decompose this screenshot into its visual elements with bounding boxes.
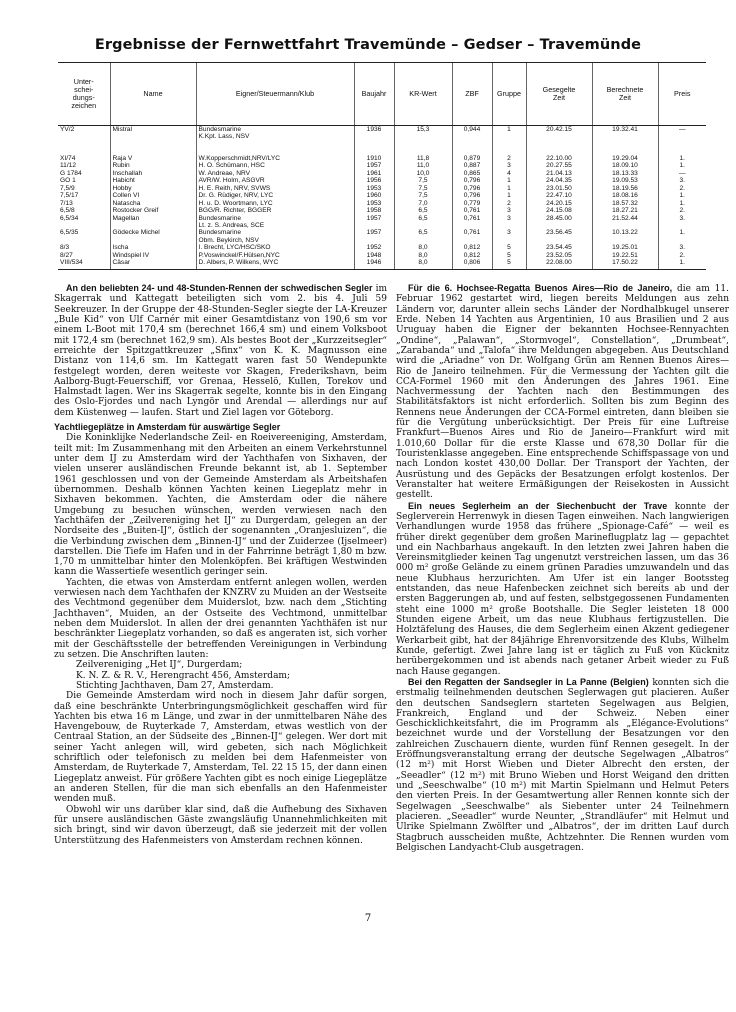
table-cell-zbf: 0,879 <box>452 155 492 162</box>
table-cell-eigner: D. Albers, P. Wilkens, WYC <box>196 259 354 269</box>
table-cell-gr: 1 <box>492 126 526 134</box>
article-amsterdam-p4: Obwohl wir uns darüber klar sind, daß die Aufhebung des Sixhaven für unsere ausländischen Gäste zwangsläufig Unannehmlichkeiten mit sich bringt, sind wir davon überzeugt, daß sie jederzeit mit der vollen Unterstützung des Hafenmeisters von Amsterdam rechnen können. <box>54 804 387 846</box>
table-cell-gr: 1 <box>492 192 526 199</box>
table-cell-eigner: H. O. Schümann, HSC <box>196 162 354 169</box>
table-cell-kr <box>394 222 452 229</box>
table-cell-gr: 3 <box>492 215 526 222</box>
table-cell-ges <box>526 222 592 229</box>
table-cell-preis: — <box>658 170 706 177</box>
table-cell-eigner: P.Voswinckel/F.Hülsen,NYC <box>196 252 354 259</box>
table-row <box>58 200 706 207</box>
table-cell-preis: 1. <box>658 192 706 199</box>
table-cell-name <box>110 133 196 140</box>
table-cell-zbf: 0,796 <box>452 177 492 184</box>
article-amsterdam-p1: Die Koninklijke Nederlandsche Zeil- en Roeivereeniging, Amsterdam, teilt mit: Im Zusammenhang mit den Arbeiten an einem Verkehrstunnel unter dem IJ zu Amsterdam wird der Yachthafen von Sixhaven, der vielen unserer ausländischen Freunde bekannt ist, ab 1. September 1961 geschlossen und von der Gemeinde Amsterdam als Arbeitshafen übernommen. Deshalb können Yachten keinen Liegeplatz mehr in Sixhaven bekommen. Yachten, die Amsterdam oder die nähere Umgebung zu besuchen wünschen, werden verwiesen nach den Yachthäfen der „Zeilvereniging het IJ“ zu Durgerdam, gelegen an der Nordseite des „Buiten-IJ“, östlich der sogenannten „Oranjesluizen“, die die Verbindung zwischen dem „Binnen-IJ“ und der Zuiderzee (Ijselmeer) darstellen. Die Tiefe im Hafen und in der Fahrrinne beträgt 1,80 m bzw. 1,70 m unmittelbar hinter den Molenköpfen. Bei kräftigen Westwinden kann die Wassertiefe wesentlich geringer sein. <box>54 433 387 578</box>
table-cell-z: VIII/534 <box>58 259 110 269</box>
table-cell-ber: 19.22.51 <box>592 252 658 259</box>
table-cell-preis: 3. <box>658 215 706 222</box>
article-amsterdam-heading-line <box>54 422 387 433</box>
table-cell-eigner: K.Kpt. Lass, NSV <box>196 133 354 140</box>
table-cell-name: Ischa <box>110 244 196 251</box>
table-cell-zbf: 0,761 <box>452 215 492 222</box>
page-number: 7 <box>364 913 372 924</box>
table-cell-eigner: I. Brecht, LYC/HSC/SKO <box>196 244 354 251</box>
table-cell-preis: 2. <box>658 185 706 192</box>
table-cell-name: Windspiel IV <box>110 252 196 259</box>
address-line-3: Stichting Jachthaven, Dam 27, Amsterdam. <box>76 680 274 691</box>
table-cell-preis <box>658 237 706 244</box>
article-skagerrak <box>54 283 387 418</box>
left-column <box>54 283 387 846</box>
table-cell-eigner: Dr. G. Rüdiger, NRV, LYC <box>196 192 354 199</box>
table-cell-gr <box>492 237 526 244</box>
table-cell-bj: 1936 <box>354 126 394 134</box>
table-cell-kr: 11,0 <box>394 162 452 169</box>
table-cell-preis <box>658 222 706 229</box>
table-cell-z: 7,5/9 <box>60 184 75 192</box>
table-cell-ges: 24.15.08 <box>526 207 592 214</box>
article-seglerheim-body: konnte der Seglerverein Herrenwyk in diesen Tagen einweihen. Nach langwierigen Verhandlungen wurde 1958 das frühere „Spionage-Café“ — weil es früher direkt gegenüber dem großen Marineflugplatz lag — gepachtet und ein Nachbarhaus angekauft. In den letzten zwei Jahren haben die Vereinsmitglieder keinen Tag ungenutzt verstreichen lassen, um das 36 000 m² große Gelände zu einem grünen Paradies umzuwandeln und das neue Klubhaus herzurichten. Am Ufer ist ein langer Bootssteg entstanden, das neue Hafenbecken zeichnet sich bereits ab und der ersten Baggerungen ab, und auf festen, selbstgegossenen Fundamenten steht eine 1000 m² große Bootshalle. Die Segler leisteten 18 000 Stunden eigene Arbeit, um das neue Klubhaus fertigzustellen. Die Holztäfelung des Hauses, die dem Seglerheim einen Akzent gediegener Werkarbeit gibt, hat der 84jährige Ehrenvorsitzende des Klubs, Wilhelm Kunde, gefertigt. Zwei Jahre lang ist er täglich zu Fuß von Kücknitz herübergekommen und ist abends nach getaner Arbeit wieder zu Fuß nach Hause gegangen. <box>396 501 729 677</box>
table-cell-kr <box>394 237 452 244</box>
table-row <box>58 252 706 259</box>
table-cell-ges: 21.04.13 <box>526 170 592 177</box>
table-row <box>58 192 706 199</box>
table-cell-kr: 10,0 <box>394 170 452 177</box>
table-row <box>58 237 706 244</box>
table-cell-name: Habicht <box>110 177 196 184</box>
table-cell-zbf: 0,812 <box>452 244 492 251</box>
table-row <box>58 170 706 177</box>
table-cell-kr: 11,8 <box>394 155 452 162</box>
table-cell-z: G 1784 <box>60 169 82 177</box>
table-cell-z: YV/2 <box>60 126 75 133</box>
table-cell-kr <box>394 133 452 140</box>
table-row <box>58 177 706 184</box>
table-cell-zbf: 0,796 <box>452 185 492 192</box>
table-cell-zbf <box>452 222 492 229</box>
table-cell-kr: 6,5 <box>394 229 452 236</box>
table-cell-bj <box>354 237 394 244</box>
table-cell-bj: 1953 <box>354 185 394 192</box>
table-cell-ges: 22.47.10 <box>526 192 592 199</box>
table-cell-ges <box>526 133 592 140</box>
page-title: Ergebnisse der Fernwettfahrt Travemünde – Gedser – Travemünde <box>94 37 642 53</box>
results-table <box>58 62 706 270</box>
table-cell-name: Magellan <box>110 215 196 222</box>
table-cell-preis: 1. <box>658 259 706 269</box>
header-zbf: ZBF <box>452 63 492 126</box>
table-cell-kr: 8,0 <box>394 259 452 269</box>
article-la-panne-body: konnten sich die erstmalig teilnehmenden deutschen Seglerwagen gut placieren. Außer den deutschen Sandseglern starteten Segelwagen aus Belgien, Frankreich, England und der Schweiz. Neben einer Geschicklichkeitsfahrt, die im Programm als „Elégance-Evolutions“ bezeichnet wurde und der Vorstellung der Besatzungen vor den zahlreichen Zuschauern diente, wurden fünf Rennen gesegelt. In der Eröffnungsveranstaltung errang der deutsche Segelwagen „Albatros“ (12 m²) mit Horst Wieben und Dieter Albrecht den ersten, der „Seeadler“ (12 m²) mit Bruno Wieben und Horst Weigand den dritten und „Seeschwalbe“ (10 m²) mit Martin Spielmann und Helmut Peters den vierten Preis. In der Gesamtwertung aller Rennen konnte sich der Segelwagen „Seeschwalbe“ als Siebenter unter 24 Teilnehmern placieren. „Seeadler“ wurde Neunter, „Strandläufer“ mit Helmut und Ulrike Spielmann Zwölfter und „Albatros“, der im dritten Lauf durch Stagbruch ausscheiden mußte, Achtzehnter. Die Rennen wurden vom Belgischen Landyacht-Club ausgetragen. <box>396 677 729 853</box>
table-cell-zbf <box>452 133 492 140</box>
article-buenos-aires <box>396 283 729 501</box>
header-baujahr: Baujahr <box>354 63 394 126</box>
table-cell-gr: 5 <box>492 244 526 251</box>
table-cell-preis: 1. <box>658 155 706 162</box>
table-cell-name: Rubin <box>110 162 196 169</box>
table-cell-ges: 23.01.50 <box>526 185 592 192</box>
table-cell-ges: 23.56.45 <box>526 229 592 236</box>
table-cell-ges: 24.20.15 <box>526 200 592 207</box>
table-cell-eigner: W.Kopperschmidt,NRV/LYC <box>196 155 354 162</box>
right-column <box>396 283 729 853</box>
table-cell-gr: 5 <box>492 259 526 269</box>
table-header-row <box>58 63 706 126</box>
article-seglerheim-heading: Ein neues Seglerheim an der Siechenbucht der Trave <box>408 500 668 511</box>
table-cell-gr <box>492 222 526 229</box>
table-cell-ber: 19.32.41 <box>592 126 658 134</box>
table-cell-ges: 22.10.00 <box>526 155 592 162</box>
table-cell-ges: 23.52.05 <box>526 252 592 259</box>
table-cell-z: 6,5/35 <box>60 229 79 237</box>
table-cell-ges <box>526 237 592 244</box>
table-cell-name: Collen VI <box>110 192 196 199</box>
table-cell-zbf: 0,796 <box>452 192 492 199</box>
table-cell-preis: 1. <box>658 200 706 207</box>
table-cell-eigner: W. Andreae, NRV <box>196 170 354 177</box>
table-cell-kr: 8,0 <box>394 252 452 259</box>
article-seglerheim <box>396 501 729 677</box>
table-cell-gr: 3 <box>492 229 526 236</box>
table-cell-kr: 7,5 <box>394 177 452 184</box>
table-cell-eigner: Bundesmarine <box>196 229 354 236</box>
table-cell-kr: 15,3 <box>394 126 452 134</box>
table-cell-z: GO 1 <box>60 177 76 185</box>
table-cell-z <box>58 237 110 244</box>
header-berechnete-zeit <box>592 63 658 126</box>
table-cell-zbf: 0,887 <box>452 162 492 169</box>
table-cell-zbf: 0,761 <box>452 229 492 236</box>
table-cell-preis <box>658 133 706 140</box>
article-buenos-aires-body: die am 11. Februar 1962 gestartet wird, liegen bereits Meldungen aus zehn Ländern vor, darunter allein sechs Länder der Nordhalbkugel unserer Erde. Neben 14 Yachten aus Argentinien, 10 aus Brasilien und 2 aus Uruguay haben die Eigner der bekannten Hochsee-Rennyachten „Ondine“, „Palawan“, „Stormvogel“, Constellation“, „Drumbeat“, „Zarabanda“ und „Talofa“ ihre Meldungen abgegeben. Aus Deutschland wird die „Ariadne“ von Dr. Wolfgang Grün am Rennen Buenos Aires—Rio de Janeiro teilnehmen. Für die Vermessung der Yachten gilt die CCA-Formel 1960 mit den Änderungen des Jahres 1961. Eine Nachvermessung der Yachten nach den Bestimmungen des Stabilitätsfaktors ist nicht erforderlich. Sollten bis zum Beginn des Rennens neue Änderungen der CCA-Formel eintreten, dann bleiben sie für die Vergütung unberücksichtigt. Der Preis für eine Luftreise Frankfurt—Buenos Aires und Rio de Janeiro—Frankfurt wird mit 1.010,60 Dollar für die erste Klasse und 678,30 Dollar für die Touristenklasse angegeben. Eine entsprechende Schiffspassage von und nach London kostet 430,00 Dollar. Der Transport der Yachten, der Ausrüstung und des Gepäcks der Besatzungen erfolgt kostenlos. Der Veranstalter hat weitere Ermäßigungen der Reisekosten in Aussicht gestellt. <box>396 284 729 501</box>
table-cell-ber: 18.09.10 <box>592 162 658 169</box>
table-cell-name: Inschallah <box>110 170 196 177</box>
table-cell-ber: 18.19.56 <box>592 185 658 192</box>
header-gesegelte-zeit-text: Gesegelte Zeit <box>542 84 576 102</box>
table-cell-zbf: 0,944 <box>452 126 492 134</box>
table-cell-bj: 1953 <box>354 200 394 207</box>
table-cell-preis: 2. <box>658 252 706 259</box>
table-row <box>58 133 706 140</box>
table-cell-gr: 2 <box>492 155 526 162</box>
table-cell-ber <box>592 222 658 229</box>
table-cell-zbf: 0,812 <box>452 252 492 259</box>
table-spacer-row <box>58 141 706 155</box>
table-cell-ber: 18.13.33 <box>592 170 658 177</box>
article-amsterdam-p2: Yachten, die etwas von Amsterdam entfernt anlegen wollen, werden verwiesen nach dem Yachthafen der KNZRV zu Muiden an der Westseite des Vechtmond gegenüber dem Muiderslot, bzw. nach dem „Stichting Jachthaven“, Muiden, an der Ostseite des Vechtmond, unmittelbar neben dem Muiderslot. In allen der drei genannten Yachthäfen ist nur beschränkter Liegeplatz vorhanden, so daß es angeraten ist, sich vorher mit der Geschäftsstelle der betreffenden Vereinigungen in Verbindung zu setzen. Die Anschriften lauten: <box>54 577 387 660</box>
table-cell-z: 7/13 <box>60 199 73 207</box>
table-cell-ber: 19.29.04 <box>592 155 658 162</box>
table-cell-bj: 1910 <box>354 155 394 162</box>
table-cell-gr: 2 <box>492 200 526 207</box>
table-cell-kr: 7,5 <box>394 192 452 199</box>
table-cell-z <box>58 222 110 229</box>
table-cell-preis: 1. <box>658 162 706 169</box>
table-cell-ber: 17.50.22 <box>592 259 658 269</box>
table-cell-zbf: 0,865 <box>452 170 492 177</box>
table-cell-ges: 23.54.45 <box>526 244 592 251</box>
table-cell-ber: 18.27.21 <box>592 207 658 214</box>
table-cell-preis: 3. <box>658 177 706 184</box>
table-cell-ges: 20.42.15 <box>526 126 592 134</box>
table-cell-ber: 18.08.16 <box>592 192 658 199</box>
table-cell-name: Gödecke Michel <box>110 229 196 236</box>
table-cell-preis: 1. <box>658 229 706 236</box>
table-cell-bj: 1957 <box>354 229 394 236</box>
table-cell-bj: 1961 <box>354 170 394 177</box>
table-row <box>58 185 706 192</box>
table-cell-z: 8/27 <box>60 251 73 259</box>
article-amsterdam-heading: Yachtliegeplätze in Amsterdam für auswärtige Segler <box>54 422 281 433</box>
header-kr-wert: KR-Wert <box>394 63 452 126</box>
table-cell-ber <box>592 133 658 140</box>
header-name: Name <box>110 63 196 126</box>
table-cell-gr: 3 <box>492 207 526 214</box>
table-cell-bj: 1958 <box>354 207 394 214</box>
table-row <box>58 259 706 269</box>
table-cell-ges: 20.27.55 <box>526 162 592 169</box>
table-cell-name: Hobby <box>110 185 196 192</box>
table-cell-eigner: AVR/W. Holm, ASGVR <box>196 177 354 184</box>
table-cell-bj: 1957 <box>354 162 394 169</box>
table-cell-z: 6,5/34 <box>60 214 79 222</box>
table-cell-eigner: Lt. z. S. Andreas, SCE <box>196 222 354 229</box>
article-amsterdam-p3: Die Gemeinde Amsterdam wird noch in diesem Jahr dafür sorgen, daß eine beschränkte Unterbringungsmöglichkeit geschaffen wird für Yachten bis etwa 16 m Länge, und zwar in der unmittelbaren Nähe des Havengebouw, de Ruyterkade 7, Amsterdam, etwas westlich von der Centraal Station, an der Südseite des „Binnen-IJ“ gelegen. Wer dort mit seiner Yacht anlegen will, wird gebeten, sich nach Möglichkeit schriftlich oder telefonisch zu melden bei dem Hafenmeister von Amsterdam, de Ruyterkade 7, Amsterdam, Tel. 22 15 15, der dann einen Liegeplatz anweist. Für größere Yachten gibt es noch einige Liegeplätze an anderen Stellen, für die man sich ebenfalls an den Hafenmeister wenden muß. <box>54 691 387 805</box>
table-cell-eigner: H. u. D. Woortmann, LYC <box>196 200 354 207</box>
header-unterscheidung <box>58 63 110 126</box>
table-cell-ber <box>592 237 658 244</box>
table-cell-eigner: Bundesmarine <box>196 215 354 222</box>
table-row <box>58 244 706 251</box>
table-cell-name: Mistral <box>110 126 196 134</box>
table-cell-ber: 19.25.01 <box>592 244 658 251</box>
table-cell-zbf: 0,806 <box>452 259 492 269</box>
address-line-1: Zeilvereniging „Het IJ“, Durgerdam; <box>76 660 243 671</box>
table-cell-preis: 2. <box>658 207 706 214</box>
table-cell-z <box>58 133 110 140</box>
table-cell-gr: 4 <box>492 170 526 177</box>
table-cell-zbf <box>452 237 492 244</box>
table-row <box>58 215 706 222</box>
table-cell-bj: 1946 <box>354 259 394 269</box>
table-row <box>58 155 706 162</box>
table-cell-gr <box>492 133 526 140</box>
table-row <box>58 162 706 169</box>
table-cell-ges: 24.04.35 <box>526 177 592 184</box>
table-cell-z: XI/74 <box>60 154 76 162</box>
header-unterscheidung-text: Unter- schei- dungs- zeichen <box>71 76 97 111</box>
article-skagerrak-body: im Skagerrak und Kattegatt beteiligten sich vom 2. bis 4. Juli 59 Seekreuzer. In der Gruppe der 48-Stunden-Segler siegte der LA-Kreuzer „Bule Kid“ von Ulf Carnér mit einer Gesamtdistanz von 190,6 sm vor einem L-Boot mit 170,4 sm (berechnet 166,4 sm) und einem Volksboot mit 172,4 sm (berechnet 162,9 sm). Als bestes Boot der „Kurzzeitsegler“ erreichte der Spitzgattkreuzer „Sfinx“ von K. K. Magnusson eine Distanz von 114,6 sm. Im Kattegatt waren fast 50 Wendepunkte festgelegt worden, deren weiteste vor Skagen, Frederikshavn, beim Aalborg-Bugt-Feuerschiff, vor Grenaa, Hesselö, Kullen, Torekov und Halmstadt lagen. Wer ins Skagerrak segelte, konnte bis in den Eingang des Oslo-Fjordes und nach Lyngör und Arendal — allerdings nur auf dem Küstenweg — laufen. Start und Ziel lagen vor Göteborg. <box>54 284 387 418</box>
table-cell-bj: 1956 <box>354 177 394 184</box>
header-gruppe: Gruppe <box>492 63 526 126</box>
table-cell-preis: — <box>658 126 706 134</box>
table-cell-gr: 1 <box>492 185 526 192</box>
table-cell-gr: 3 <box>492 162 526 169</box>
table-cell-kr: 8,0 <box>394 244 452 251</box>
article-la-panne-heading: Bei den Regatten der Sandsegler in La Panne (Belgien) <box>408 676 649 687</box>
table-cell-zbf: 0,761 <box>452 207 492 214</box>
header-preis: Preis <box>658 63 706 126</box>
table-cell-ges: 28.45.00 <box>526 215 592 222</box>
table-cell-kr: 7,5 <box>394 185 452 192</box>
table-cell-kr: 6,5 <box>394 215 452 222</box>
table-cell-eigner: Bundesmarine <box>196 126 354 134</box>
table-cell-ber: 19.09.53 <box>592 177 658 184</box>
table-row <box>58 222 706 229</box>
table-cell-ber: 10.13.22 <box>592 229 658 236</box>
table-cell-ber: 21.52.44 <box>592 215 658 222</box>
table-cell-name: Rostocker Greif <box>110 207 196 214</box>
address-line-2: K. N. Z. & R. V., Herengracht 456, Amsterdam; <box>76 670 290 681</box>
table-cell-zbf: 0,779 <box>452 200 492 207</box>
article-la-panne <box>396 677 729 853</box>
table-cell-name: Natascha <box>110 200 196 207</box>
table-cell-kr: 7,0 <box>394 200 452 207</box>
table-cell-z: 6,5/8 <box>60 207 75 215</box>
table-cell-eigner: BGG/R. Richter, BGGER <box>196 207 354 214</box>
table-cell-kr: 6,5 <box>394 207 452 214</box>
table-cell-bj: 1960 <box>354 192 394 199</box>
table-cell-gr: 5 <box>492 252 526 259</box>
table-cell-bj: 1952 <box>354 244 394 251</box>
table-cell-ber: 18.57.32 <box>592 200 658 207</box>
table-cell-preis: 3. <box>658 244 706 251</box>
table-row <box>58 126 706 134</box>
table-cell-ges: 22.08.00 <box>526 259 592 269</box>
article-buenos-aires-heading: Für die 6. Hochsee-Regatta Buenos Aires—Rio de Janeiro, <box>408 283 673 293</box>
table-cell-bj <box>354 133 394 140</box>
table-cell-bj <box>354 222 394 229</box>
header-gesegelte-zeit <box>526 63 592 126</box>
header-eigner: Eigner/Steuermann/Klub <box>196 63 354 126</box>
table-cell-bj: 1957 <box>354 215 394 222</box>
header-berechnete-zeit-text: Berechnete Zeit <box>606 84 644 102</box>
table-cell-gr: 1 <box>492 177 526 184</box>
table-row <box>58 229 706 236</box>
table-body <box>58 126 706 270</box>
table-cell-name <box>110 222 196 229</box>
table-cell-z: 8/3 <box>60 244 70 252</box>
table-cell-name: Raja V <box>110 155 196 162</box>
article-skagerrak-heading: An den beliebten 24- und 48-Stunden-Rennen der schwedischen Segler <box>66 283 373 293</box>
table-cell-eigner: Obm. Beykirch, NSV <box>196 237 354 244</box>
table-cell-name <box>110 237 196 244</box>
table-row <box>58 207 706 214</box>
table-cell-eigner: H. E. Reith, NRV, SVWS <box>196 185 354 192</box>
table-cell-z: 7,5/17 <box>60 192 79 200</box>
table-cell-bj: 1948 <box>354 252 394 259</box>
table-cell-z: 11/12 <box>60 162 77 170</box>
table-cell-name: Cäsar <box>110 259 196 269</box>
